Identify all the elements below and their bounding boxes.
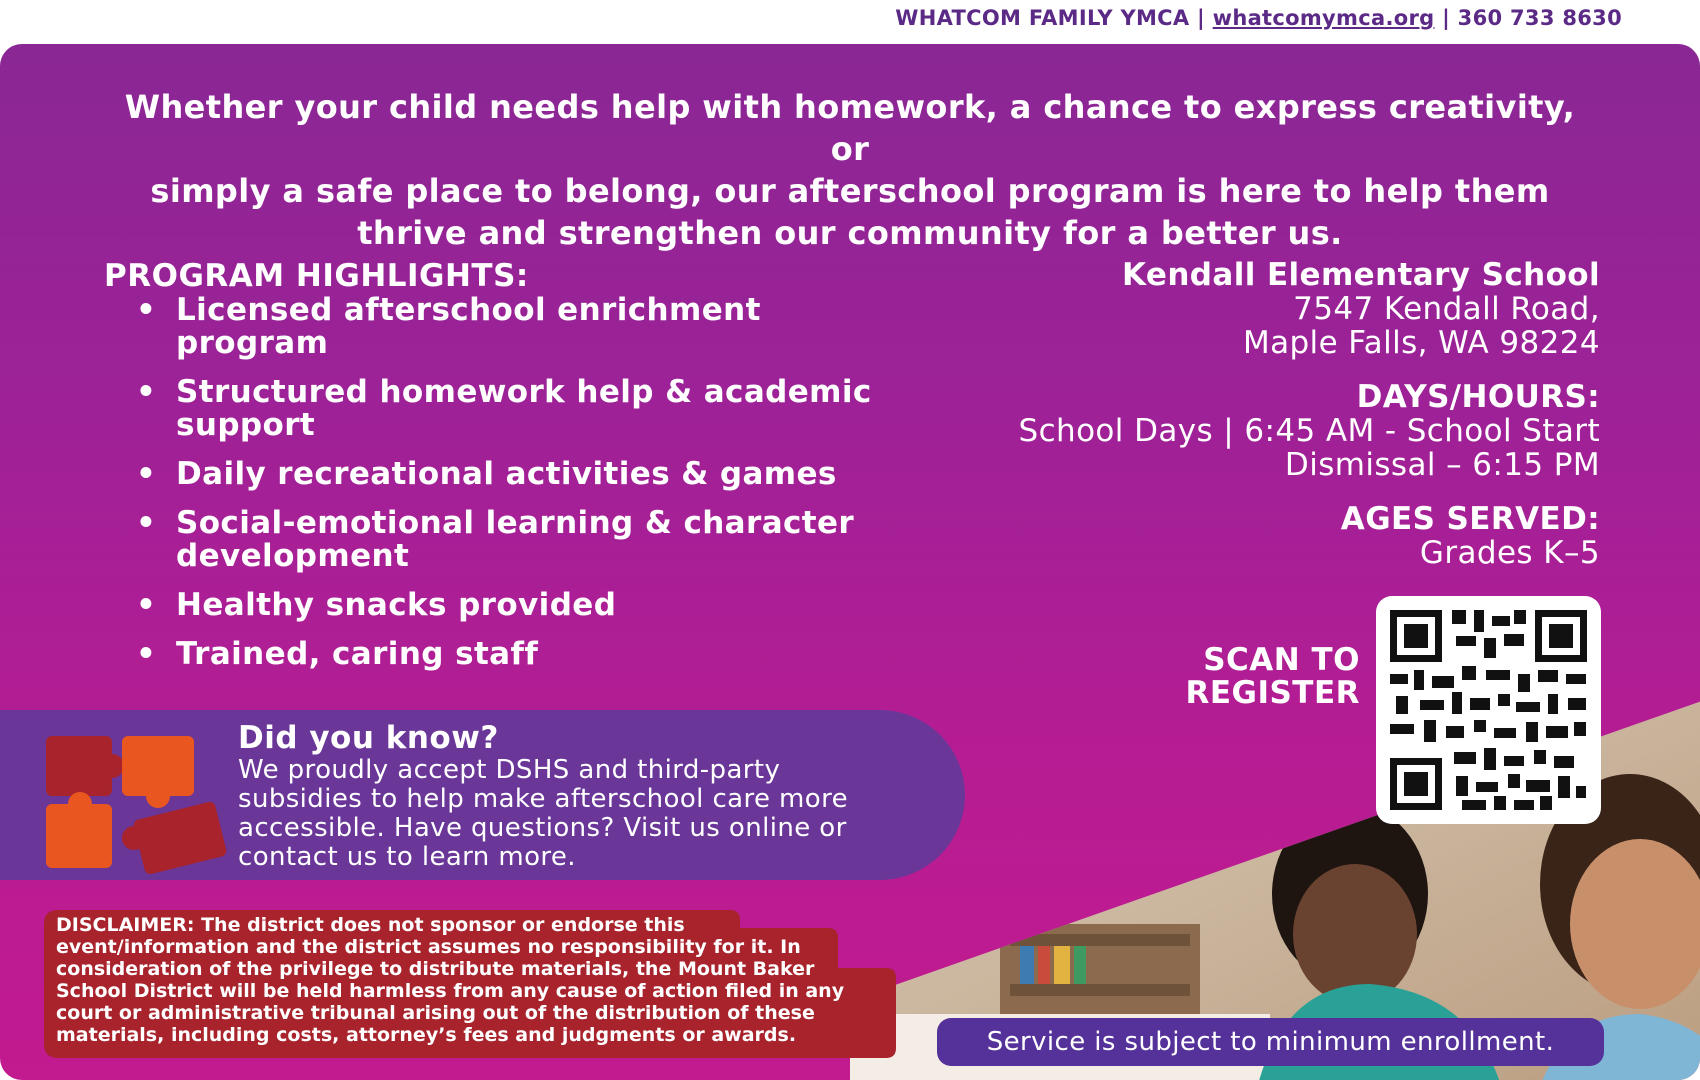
item-text: • Licensed afterschool enrichment	[176, 292, 761, 328]
header-bar	[0, 0, 1700, 44]
did-you-know-text	[238, 756, 958, 872]
puzzle-icon	[42, 732, 232, 874]
separator: |	[1434, 6, 1458, 30]
disclaimer-line: DISCLAIMER: The district does not sponsor or endorse this	[56, 914, 685, 936]
disclaimer-text	[56, 914, 926, 1046]
disclaimer-line: consideration of the privilege to distribute materials, the Mount Baker	[56, 958, 815, 980]
hours-line: Dismissal – 6:15 PM	[1284, 447, 1600, 483]
scan-to-register	[1170, 644, 1360, 710]
ages-label: AGES SERVED:	[1340, 501, 1600, 537]
phone-number: 360 733 8630	[1457, 6, 1622, 30]
contact-line	[895, 6, 1622, 30]
item-text: development	[176, 538, 410, 574]
enrollment-note: Service is subject to minimum enrollment.	[937, 1018, 1604, 1066]
street-address: 7547 Kendall Road,	[1293, 291, 1600, 327]
disclaimer-line: court or administrative tribunal arising out of the distribution of these	[56, 1002, 815, 1024]
disclaimer-line: materials, including costs, attorney’s fees and judgments or awards.	[56, 1024, 797, 1046]
intro-line: thrive and strengthen our community for a better us.	[357, 214, 1343, 252]
dyk-line: We proudly accept DSHS and third-party	[238, 755, 781, 785]
program-details	[780, 258, 1600, 570]
intro-line: simply a safe place to belong, our afterschool program is here to help them	[150, 172, 1550, 210]
item-text: • Social-emotional learning & character	[176, 505, 855, 541]
qr-code-icon[interactable]	[1376, 596, 1601, 824]
scan-line: SCAN TO	[1203, 642, 1360, 678]
intro-line: Whether your child needs help with homework, a chance to express creativity, or	[124, 88, 1576, 168]
website-link[interactable]: whatcomymca.org	[1212, 6, 1435, 30]
intro-paragraph	[100, 86, 1600, 254]
disclaimer-line: School District will be held harmless from any cause of action filed in any	[56, 980, 845, 1002]
city-address: Maple Falls, WA 98224	[1242, 325, 1600, 361]
hours-label: DAYS/HOURS:	[1356, 379, 1600, 415]
list-item	[176, 589, 896, 622]
item-text: • Daily recreational activities & games	[176, 456, 837, 492]
dyk-line: subsidies to help make afterschool care more	[238, 784, 849, 814]
item-text: program	[176, 325, 329, 361]
dyk-line: accessible. Have questions? Visit us online or	[238, 813, 847, 843]
org-name: WHATCOM FAMILY YMCA	[895, 6, 1190, 30]
flyer	[0, 44, 1700, 1080]
item-text: • Healthy snacks provided	[176, 587, 617, 623]
dyk-line: contact us to learn more.	[238, 842, 576, 872]
scan-line: REGISTER	[1185, 675, 1360, 711]
highlights-title: PROGRAM HIGHLIGHTS:	[104, 258, 529, 294]
separator: |	[1189, 6, 1213, 30]
disclaimer-line: event/information and the district assumes no responsibility for it. In	[56, 936, 801, 958]
hours-line: School Days | 6:45 AM - School Start	[1018, 413, 1600, 449]
did-you-know-title: Did you know?	[238, 720, 499, 756]
item-text: • Trained, caring staff	[176, 636, 539, 672]
ages-value: Grades K–5	[1419, 535, 1600, 571]
school-name: Kendall Elementary School	[1122, 257, 1600, 293]
item-text: • Structured homework help & academic	[176, 374, 872, 410]
item-text: support	[176, 407, 316, 443]
list-item	[176, 638, 896, 671]
